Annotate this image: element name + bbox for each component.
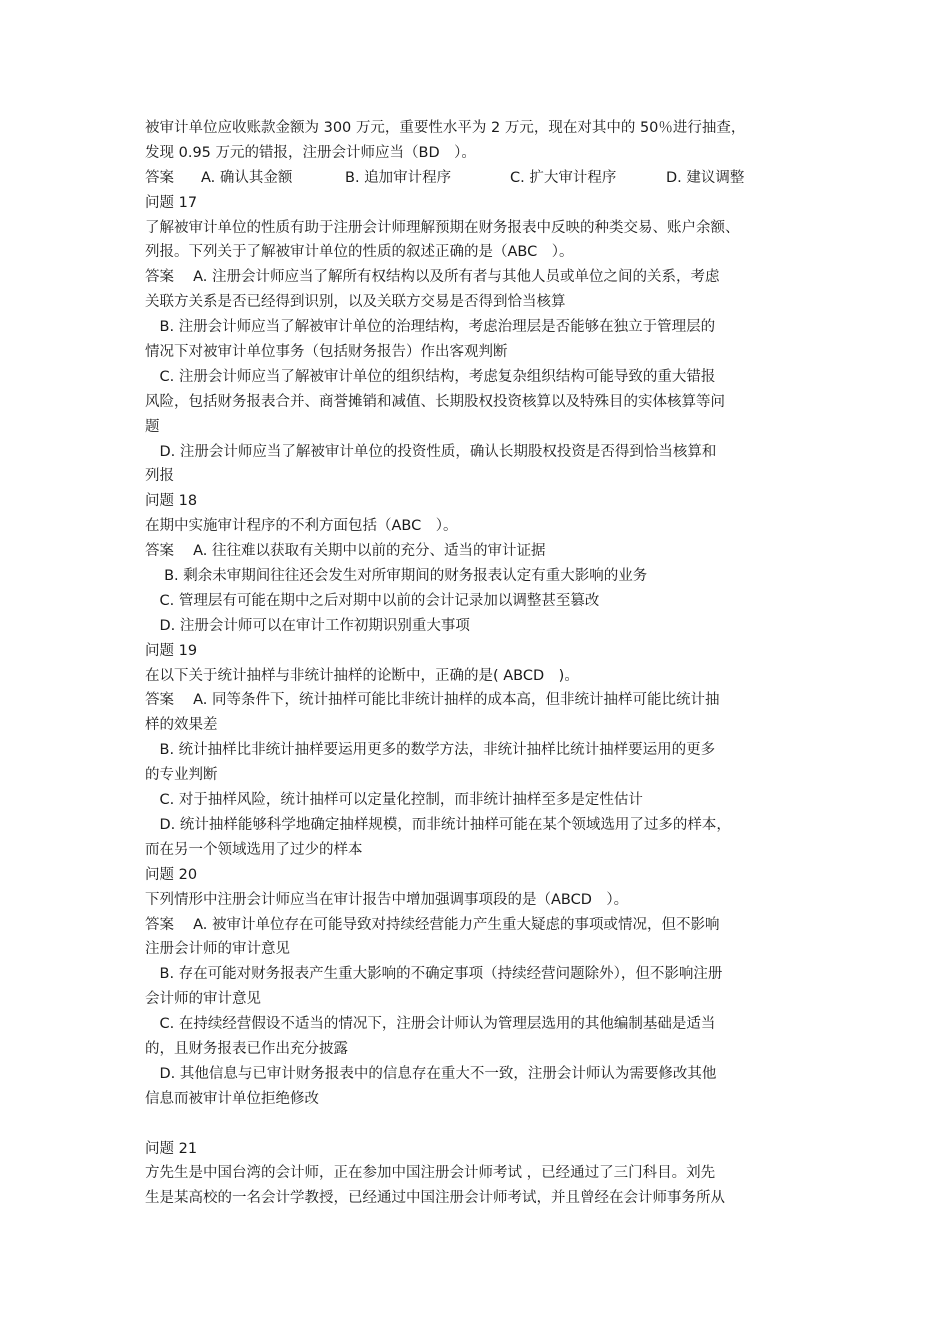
question-19-answer-a-cont: 样的效果差: [145, 717, 218, 734]
question-20-answer-b-cont: 会计师的审计意见: [145, 991, 261, 1008]
question-17-answer-a: 答案 A. 注册会计师应当了解所有权结构以及所有者与其他人员或单位之间的关系，考虑: [145, 269, 720, 286]
question-19-answer-d-cont: 而在另一个领域选用了过少的样本: [145, 841, 363, 858]
question-18-answer-b: B. 剩余未审期间往往还会发生对所审期间的财务报表认定有重大影响的业务: [145, 568, 648, 585]
question-19-answer-d: D. 统计抽样能够科学地确定抽样规模，而非统计抽样可能在某个领域选用了过多的样本，: [145, 816, 731, 833]
question-16-text-line-1: 被审计单位应收账款金额为 300 万元，重要性水平为 2 万元，现在对其中的 50％进行抽查，: [145, 120, 746, 136]
question-17-answer-a-cont: 关联方关系是否已经得到识别，以及关联方交易是否得到恰当核算: [145, 294, 566, 311]
question-17-heading: 问题 17: [145, 194, 198, 211]
option-b: B. 追加审计程序: [345, 169, 452, 186]
question-17-answer-b-cont: 情况下对被审计单位事务（包括财务报告）作出客观判断: [145, 344, 508, 361]
question-19-answer-c: C. 对于抽样风险，统计抽样可以定量化控制，而非统计抽样至多是定性估计: [145, 792, 643, 809]
question-20-heading: 问题 20: [145, 866, 198, 883]
question-18-answer-d: D. 注册会计师可以在审计工作初期识别重大事项: [145, 617, 470, 634]
question-18-heading: 问题 18: [145, 493, 198, 510]
question-18-answer-c: C. 管理层有可能在期中之后对期中以前的会计记录加以调整甚至篡改: [145, 592, 600, 609]
document-page: [145, 116, 825, 1211]
question-16-answer-options: [145, 166, 825, 191]
question-17-answer-b: B. 注册会计师应当了解被审计单位的治理结构，考虑治理层是否能够在独立于管理层的: [145, 319, 716, 336]
question-16-text-line-2: 发现 0.95 万元的错报，注册会计师应当（BD ）。: [145, 144, 476, 161]
question-20-answer-c: C. 在持续经营假设不适当的情况下，注册会计师认为管理层选用的其他编制基础是适当: [145, 1016, 716, 1033]
blank-line: [145, 1112, 825, 1137]
question-17-text-line-2: 列报。下列关于了解被审计单位的性质的叙述正确的是（ABC ）。: [145, 244, 574, 261]
question-19-heading: 问题 19: [145, 642, 198, 659]
question-19-text: 在以下关于统计抽样与非统计抽样的论断中，正确的是( ABCD )。: [145, 667, 579, 684]
question-17-answer-c-cont-1: 风险，包括财务报表合并、商誉摊销和减值、长期股权投资核算以及特殊目的实体核算等问: [145, 393, 725, 410]
option-a: A. 确认其金额: [201, 169, 293, 186]
question-17-answer-d-cont: 列报: [145, 468, 174, 485]
question-19-answer-b-cont: 的专业判断: [145, 767, 218, 784]
question-21-heading: 问题 21: [145, 1140, 198, 1157]
question-19-answer-b: B. 统计抽样比非统计抽样要运用更多的数学方法，非统计抽样比统计抽样要运用的更多: [145, 742, 716, 759]
question-20-answer-b: B. 存在可能对财务报表产生重大影响的不确定事项（持续经营问题除外），但不影响注册: [145, 966, 723, 983]
question-20-answer-d: D. 其他信息与已审计财务报表中的信息存在重大不一致，注册会计师认为需要修改其他: [145, 1065, 717, 1082]
question-17-text-line-1: 了解被审计单位的性质有助于注册会计师理解预期在财务报表中反映的种类交易、账户余额、: [145, 219, 740, 236]
question-17-answer-c-cont-2: 题: [145, 418, 160, 435]
question-17-answer-c: C. 注册会计师应当了解被审计单位的组织结构，考虑复杂组织结构可能导致的重大错报: [145, 368, 716, 385]
option-c: C. 扩大审计程序: [510, 169, 617, 186]
question-20-answer-d-cont: 信息而被审计单位拒绝修改: [145, 1090, 319, 1107]
question-21-text-line-2: 生是某高校的一名会计学教授，已经通过中国注册会计师考试，并且曾经在会计师事务所从: [145, 1190, 725, 1207]
answer-label: 答案: [145, 169, 174, 186]
question-20-text: 下列情形中注册会计师应当在审计报告中增加强调事项段的是（ABCD ）。: [145, 891, 629, 908]
option-d: D. 建议调整: [666, 169, 745, 186]
question-18-answer-a: 答案 A. 往往难以获取有关期中以前的充分、适当的审计证据: [145, 543, 546, 560]
question-20-answer-a-cont: 注册会计师的审计意见: [145, 941, 290, 958]
question-17-answer-d: D. 注册会计师应当了解被审计单位的投资性质，确认长期股权投资是否得到恰当核算和: [145, 443, 717, 460]
question-20-answer-c-cont: 的，且财务报表已作出充分披露: [145, 1040, 348, 1057]
question-19-answer-a: 答案 A. 同等条件下，统计抽样可能比非统计抽样的成本高，但非统计抽样可能比统计抽: [145, 692, 720, 709]
question-21-text-line-1: 方先生是中国台湾的会计师，正在参加中国注册会计师考试 ，已经通过了三门科目。刘先: [145, 1165, 716, 1182]
question-18-text: 在期中实施审计程序的不利方面包括（ABC ）。: [145, 518, 458, 535]
question-20-answer-a: 答案 A. 被审计单位存在可能导致对持续经营能力产生重大疑虑的事项或情况，但不影响: [145, 916, 720, 933]
